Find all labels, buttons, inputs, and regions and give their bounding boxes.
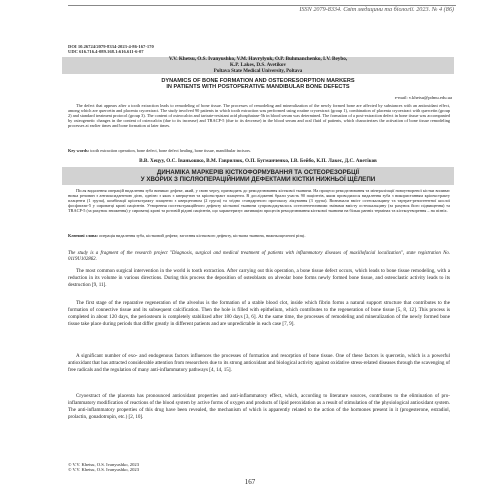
title-en — [62, 78, 454, 90]
abstract-uk: Після видалення операцій видалення зуба виникає дефект, який, у свою чергу, призводить до ремоделювання кісткової тканини. На процеси ремоделювання та мінералізації новоутвореної кістки впливає низка речовин з антиоксидантною дією, однією з яких є кверцетин та кріоекстракт плаценти. В дослідженні брали участь 90 пацієнтів, яким проводилося видалення зуба з використанням кріоекстракту плаценти (1 група), комбінації кріоекстракту плаценти з кверцетином (2 група) та згідно стандартного протоколу лікування (3 група). Визначали вміст остеокальцину та тартрат-резистентної кислої фосфатази-5 у сироватці крові пацієнтів. Утворення постекстракційного дефекту кісткової тканини супроводжувалось остеогенетичними змінами вмісту остеокальцину (за рахунок його підвищення) та TRACP-5 (за рахунок зниження) у сироватці крові та ротовій рідині пацієнтів, що характеризує активацію процесів ремоделювання кісткової тканини на більш ранніх термінах та кісткоутворення – на пізніх. — [68, 188, 450, 214]
title-uk — [62, 170, 454, 184]
copyright-line1: © V.V. Khetsu, O.S. Ivanyushko, 2023 — [68, 462, 139, 467]
email[interactable]: e-mail: v.khetsu@pdmu.edu.ua — [394, 95, 452, 100]
authors-en — [62, 57, 454, 68]
udc: UDC 616.716.4-089.168.1:616.611-6-07 — [68, 49, 144, 55]
keywords-en — [68, 148, 450, 153]
title-uk-line2: У ХВОРИХ З ПІСЛЯОПЕРАЦІЙНИМИ ДЕФЕКТАМИ КІСТКИ НИЖНЬОЇ ЩЕЛЕПИ — [140, 175, 376, 183]
doi: DOI 10.26724/2079-8334-2023-4-86-167-170 — [68, 44, 154, 49]
keywords-uk-text: операція видалення зуба, кістковий дефект, загоєння кісткового дефекту, кісткова тканина, нижньощелепні різці. — [99, 233, 306, 238]
authors-en-line2: K.P. Lakes, D.S. Avetikov — [229, 61, 287, 68]
title-uk-line1: ДИНАМІКА МАРКЕРІВ КІСТКОФОРМУВАННЯ ТА ОСТЕОРЕЗОРБЦІЇ — [156, 169, 360, 176]
body-paragraph-2: The first stage of the reparative regeneration of the alveolus is the formation of a stable blood clot, inside which fibrin forms a natural support structure that contributes to the formation of connective tissue and its subsequent calcification. Then the hole is filled with epithelium, which contributes to the regeneration of bone tissue [5, 8, 12]. This process is completed in about 120 days, the periosteum is completely stabilized after 180 days [3, 6]. At the same time, the processes of remodeling and mineralization of the newly formed bone tissue take place during periods that differ greatly in different patients and are unpredictable in each case [7, 9]. — [68, 300, 450, 327]
copyright-footer — [68, 462, 139, 472]
keywords-en-label: Key words: — [68, 148, 90, 153]
keywords-uk — [68, 233, 450, 238]
journal-header: ISSN 2079-8334. Світ медицини та біології. 2023. № 4 (86) — [299, 6, 454, 13]
authors-en-line1: V.V. Khetsu, O.S. Ivanyushko, V.M. Havrylyuk, O.P. Buhmanchenko, I.V. Beybo, — [168, 56, 348, 62]
title-en-line1: DYNAMICS OF BONE FORMATION AND OSTEORESORPTION MARKERS — [161, 78, 355, 84]
affiliation: Poltava State Medical University, Poltava — [213, 69, 303, 74]
page-number: 167 — [244, 478, 256, 486]
copyright-line2: © V.V. Khetsu, O.S. Ivanyushko, 2023 — [68, 467, 139, 473]
body-paragraph-1: The most common surgical intervention in the world is tooth extraction. After carrying out this operation, a bone tissue defect occurs, which leads to bone tissue remodeling, with a reduction in its volume in various directions. During this process the deposition of osteoblasts on alveolar bone forms newly formed bone tissue, and osteoclastic activity leads to its destruction [9, 11]. — [68, 268, 450, 288]
keywords-en-text: tooth extraction operation, bone defect, bone defect healing, bone tissue, mandibular incisors. — [90, 148, 252, 153]
body-paragraph-4: Cryoextract of the placenta has pronounced antioxidant properties and anti-inflammatory effect, which, according to literature sources, contributes to the elimination of pro-inflammatory modification of reactions of the blood system by active forms of oxygen and products of lipid peroxidation as a result of stimulation of the physiological antioxidant system. The anti-inflammatory properties of this drug have been revealed, the mechanism of which is apparently related to the action of the hormones present in it (progesterone, estradiol, prolactin, gonadotropin, etc.) [2, 10]. — [68, 393, 450, 420]
research-note: The study is a fragment of the research project "Diagnosis, surgical and medical treatment of patients with inflammatory diseases of maxillofacial localization", state registration No. 0119U102862. — [68, 251, 450, 262]
abstract-en: The defect that appears after a tooth extraction leads to remodeling of bone tissue. The processes of remodeling and mineralization of the newly formed bone are affected by substances with an antioxidant effect, among which are quercetin and placenta cryoextract. The study involved 90 patients in which tooth extraction was performed using routine cryoextract (group 1), combination of placenta cryoextract with quercetin (group 2) and standard treatment protocol (group 3). The content of osteocalcin and tartrate-resistant acid phosphatase-5b in blood serum was determined. The formation of a post-extraction defect in bone tissue was accompanied by osteogenetic changes in the content of osteocalcin (due to its increase) and TRACP-5 (due to its decrease) in the blood serum and oral fluid of patients, which characterizes the activation of bone tissue remodeling processes at earlier times and bone formation at later times. — [68, 103, 450, 129]
authors-uk: В.В. Хецуу, О.С. Іваньошко, В.М. Гаврилюк, О.П. Бугманченко, І.В. Бейбо, К.П. Лакес, Д.С. Аветіков — [139, 158, 377, 164]
article-meta — [68, 44, 154, 55]
body-paragraph-3: A significant number of exo- and endogenous factors influences the processes of formation and resorption of bone tissue. One of these factors is quercetin, which is a powerful antioxidant that has attracted considerable attention from researchers due to its strong antioxidant and biological activity against oxidative stress-related diseases through the scavenging of free radicals and the regulation of many anti-inflammatory pathways [4, 14, 15]. — [68, 353, 450, 373]
title-en-line2: IN PATIENTS WITH POSTOPERATIVE MANDIBULAR BONE DEFECTS — [166, 84, 350, 91]
keywords-uk-label: Ключові слова: — [68, 233, 98, 238]
